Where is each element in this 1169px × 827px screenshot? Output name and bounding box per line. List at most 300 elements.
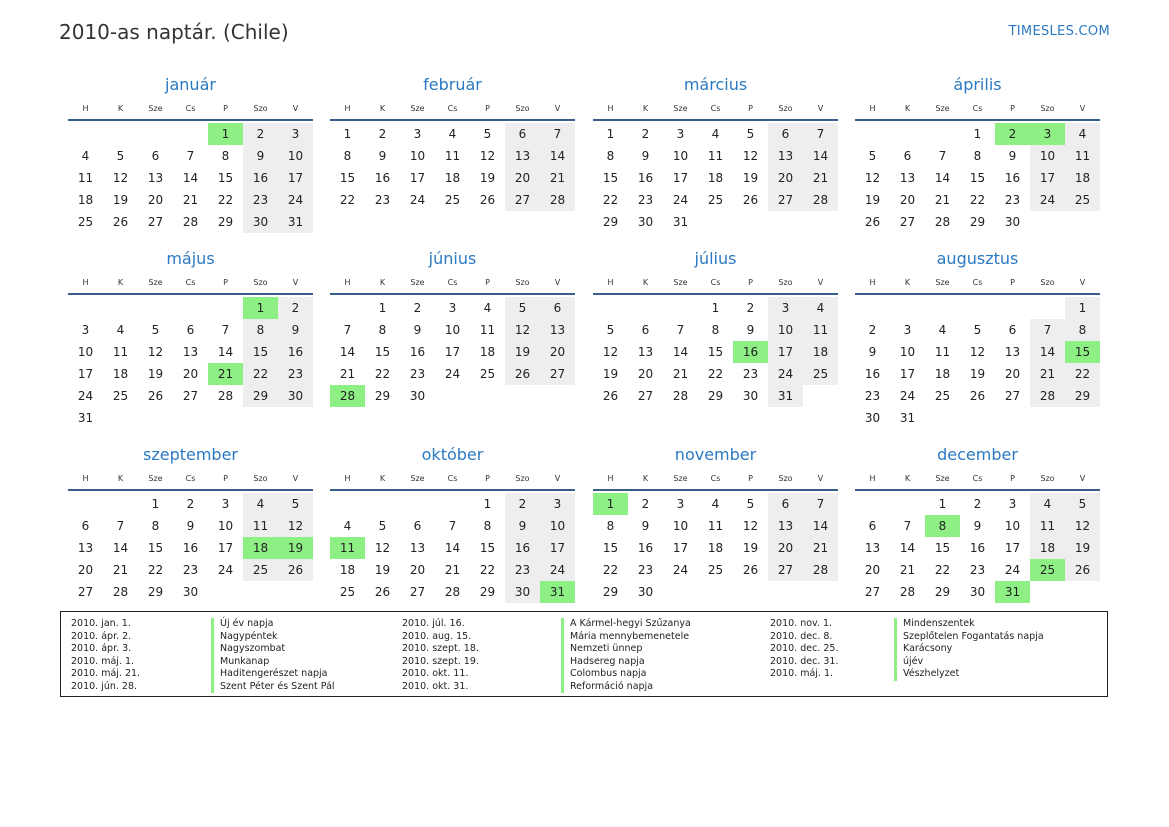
day-cell: 13 <box>77 541 94 555</box>
day-cell: 9 <box>278 319 313 341</box>
weekday-label: P <box>485 278 490 287</box>
day-cell: 30 <box>864 411 881 425</box>
weekday-label: K <box>642 104 649 113</box>
day-cell: 30 <box>278 385 313 407</box>
day-cell: 20 <box>505 167 540 189</box>
weekday-label: Cs <box>447 474 458 483</box>
day-cell: 19 <box>969 367 986 381</box>
month-name: december <box>937 445 1018 464</box>
day-cell: 6 <box>186 323 195 337</box>
day-cell: 31 <box>672 215 689 229</box>
weekday-label: Sze <box>148 278 163 287</box>
day-cell: 12 <box>505 319 540 341</box>
weekday-label: V <box>1079 474 1086 483</box>
month-5 <box>68 248 313 429</box>
day-cell: 15 <box>374 345 391 359</box>
day-cell: 20 <box>637 367 654 381</box>
day-cell: 7 <box>803 493 838 515</box>
day-cell: 17 <box>1004 541 1021 555</box>
day-cell: 26 <box>147 389 164 403</box>
day-cell: 23 <box>182 563 199 577</box>
day-cell: 18 <box>112 367 129 381</box>
empty-cell <box>103 493 138 515</box>
weekday-label: K <box>642 278 649 287</box>
holiday-day: 31 <box>540 581 575 603</box>
day-cell: 11 <box>112 345 129 359</box>
day-cell: 27 <box>182 389 199 403</box>
month-name: július <box>694 249 737 268</box>
day-cell: 17 <box>1030 167 1065 189</box>
day-cell: 26 <box>278 559 313 581</box>
day-cell: 19 <box>505 341 540 363</box>
empty-cell <box>173 123 208 145</box>
month-name: április <box>953 75 1002 94</box>
day-cell: 28 <box>182 215 199 229</box>
weekday-label: P <box>1010 104 1015 113</box>
day-cell: 5 <box>483 127 492 141</box>
day-cell: 17 <box>768 341 803 363</box>
weekday-label: Cs <box>710 474 721 483</box>
day-cell: 3 <box>903 323 912 337</box>
day-cell: 17 <box>540 537 575 559</box>
holiday-name: Colombus napja <box>561 668 691 681</box>
day-cell: 20 <box>540 341 575 363</box>
day-cell: 29 <box>934 585 951 599</box>
day-cell: 17 <box>444 345 461 359</box>
day-cell: 10 <box>217 519 234 533</box>
holiday-day: 21 <box>208 363 243 385</box>
day-cell: 18 <box>934 367 951 381</box>
month-8 <box>855 248 1100 429</box>
holiday-day: 31 <box>995 581 1030 603</box>
day-cell: 29 <box>147 585 164 599</box>
site-link[interactable]: TIMESLES.COM <box>1008 24 1110 39</box>
day-cell: 10 <box>77 345 94 359</box>
day-cell: 11 <box>934 345 951 359</box>
day-cell: 7 <box>803 123 838 145</box>
day-cell: 8 <box>343 149 352 163</box>
day-cell: 3 <box>676 497 685 511</box>
weekday-label: K <box>642 474 649 483</box>
day-cell: 19 <box>742 171 759 185</box>
day-cell: 15 <box>602 541 619 555</box>
month-name: szeptember <box>142 445 238 464</box>
day-cell: 11 <box>707 519 724 533</box>
day-cell: 15 <box>339 171 356 185</box>
day-cell: 4 <box>81 149 90 163</box>
day-cell: 27 <box>637 389 654 403</box>
legend-dates-column <box>71 618 140 693</box>
day-cell: 5 <box>378 519 387 533</box>
day-cell: 6 <box>641 323 650 337</box>
holiday-day: 11 <box>330 537 365 559</box>
day-cell: 23 <box>864 389 881 403</box>
day-cell: 22 <box>243 363 278 385</box>
holiday-day: 1 <box>208 123 243 145</box>
day-cell: 5 <box>278 493 313 515</box>
day-cell: 30 <box>182 585 199 599</box>
holiday-date: 2010. jún. 28. <box>71 680 138 692</box>
day-cell: 4 <box>243 493 278 515</box>
day-grid <box>68 493 313 603</box>
weekday-label: Szo <box>253 474 268 483</box>
day-cell: 11 <box>707 149 724 163</box>
weekday-label: Cs <box>185 474 196 483</box>
day-cell: 10 <box>768 319 803 341</box>
day-cell: 6 <box>540 297 575 319</box>
weekday-label: K <box>379 104 386 113</box>
day-cell: 24 <box>444 367 461 381</box>
day-grid <box>593 123 838 233</box>
weekday-label: Sze <box>935 104 950 113</box>
empty-cell <box>890 493 925 515</box>
day-cell: 31 <box>278 211 313 233</box>
weekday-label: V <box>554 278 561 287</box>
weekday-label: Sze <box>935 278 950 287</box>
holiday-day: 25 <box>1030 559 1065 581</box>
day-cell: 29 <box>243 385 278 407</box>
day-cell: 15 <box>147 541 164 555</box>
day-cell: 24 <box>77 389 94 403</box>
day-cell: 24 <box>409 193 426 207</box>
weekday-label: K <box>379 278 386 287</box>
day-cell: 27 <box>768 559 803 581</box>
legend-names-column <box>561 618 691 693</box>
weekday-label: V <box>1079 104 1086 113</box>
holiday-name: Új év napja <box>211 618 335 631</box>
weekday-label: V <box>817 104 824 113</box>
weekday-label: Sze <box>673 474 688 483</box>
day-cell: 8 <box>711 323 720 337</box>
month-name: január <box>165 75 216 94</box>
day-cell: 5 <box>746 497 755 511</box>
weekday-label: K <box>117 474 124 483</box>
day-cell: 12 <box>479 149 496 163</box>
holiday-date: 2010. nov. 1. <box>770 618 833 629</box>
day-cell: 7 <box>903 519 912 533</box>
day-cell: 9 <box>378 149 387 163</box>
month-7 <box>593 248 838 407</box>
day-cell: 3 <box>540 493 575 515</box>
day-cell: 21 <box>899 563 916 577</box>
holiday-date: 2010. ápr. 2. <box>71 630 132 642</box>
day-cell: 23 <box>243 189 278 211</box>
holiday-date: 2010. okt. 31. <box>402 680 469 692</box>
month-9 <box>68 444 313 603</box>
holiday-name: Szeplőtelen Fogantatás napja <box>894 631 1044 644</box>
day-cell: 5 <box>606 323 615 337</box>
weekday-label: H <box>869 278 876 287</box>
day-cell: 1 <box>938 497 947 511</box>
day-cell: 22 <box>147 563 164 577</box>
day-cell: 26 <box>374 585 391 599</box>
day-cell: 25 <box>339 585 356 599</box>
day-cell: 8 <box>973 149 982 163</box>
weekday-header <box>855 99 1100 121</box>
holiday-name: Reformáció napja <box>561 681 691 694</box>
empty-cell <box>628 297 663 319</box>
holiday-day: 19 <box>278 537 313 559</box>
day-cell: 6 <box>768 493 803 515</box>
day-cell: 24 <box>768 363 803 385</box>
holiday-name: Nagypéntek <box>211 631 335 644</box>
day-cell: 29 <box>969 215 986 229</box>
day-cell: 16 <box>243 167 278 189</box>
weekday-header <box>68 99 313 121</box>
day-cell: 28 <box>934 215 951 229</box>
day-cell: 30 <box>409 389 426 403</box>
empty-cell <box>925 297 960 319</box>
day-cell: 27 <box>409 585 426 599</box>
weekday-label: Cs <box>710 104 721 113</box>
page-title: 2010-as naptár. (Chile) <box>59 20 289 44</box>
empty-cell <box>890 297 925 319</box>
day-cell: 15 <box>243 341 278 363</box>
holiday-date: 2010. dec. 31. <box>770 655 839 667</box>
day-cell: 19 <box>602 367 619 381</box>
day-cell: 19 <box>374 563 391 577</box>
weekday-label: Sze <box>148 104 163 113</box>
weekday-label: V <box>292 474 299 483</box>
day-cell: 22 <box>479 563 496 577</box>
legend-names-column <box>211 618 335 693</box>
day-grid <box>68 297 313 429</box>
weekday-label: V <box>292 104 299 113</box>
day-cell: 26 <box>602 389 619 403</box>
day-cell: 14 <box>672 345 689 359</box>
day-cell: 9 <box>505 515 540 537</box>
day-cell: 3 <box>1008 497 1017 511</box>
holiday-day: 3 <box>1030 123 1065 145</box>
day-cell: 13 <box>182 345 199 359</box>
weekday-label: Szo <box>253 104 268 113</box>
weekday-label: Cs <box>972 278 983 287</box>
day-cell: 25 <box>1065 189 1100 211</box>
day-cell: 28 <box>112 585 129 599</box>
day-cell: 18 <box>707 171 724 185</box>
holiday-name: Munkanap <box>211 656 335 669</box>
day-cell: 25 <box>112 389 129 403</box>
empty-cell <box>925 123 960 145</box>
month-name: március <box>683 75 748 94</box>
empty-cell <box>330 493 365 515</box>
holiday-date: 2010. máj. 1. <box>71 655 135 667</box>
day-cell: 24 <box>899 389 916 403</box>
day-cell: 2 <box>641 127 650 141</box>
day-cell: 23 <box>637 563 654 577</box>
weekday-label: P <box>485 474 490 483</box>
day-cell: 22 <box>602 193 619 207</box>
day-cell: 14 <box>217 345 234 359</box>
weekday-label: Szo <box>515 278 530 287</box>
day-cell: 24 <box>278 189 313 211</box>
day-cell: 12 <box>278 515 313 537</box>
weekday-label: H <box>869 104 876 113</box>
weekday-header <box>330 273 575 295</box>
day-cell: 2 <box>278 297 313 319</box>
day-cell: 12 <box>742 519 759 533</box>
day-cell: 13 <box>899 171 916 185</box>
empty-cell <box>365 493 400 515</box>
day-cell: 6 <box>505 123 540 145</box>
weekday-label: Szo <box>253 278 268 287</box>
weekday-label: Szo <box>1040 278 1055 287</box>
weekday-header <box>855 273 1100 295</box>
day-cell: 29 <box>374 389 391 403</box>
day-cell: 8 <box>1065 319 1100 341</box>
day-cell: 4 <box>1065 123 1100 145</box>
holiday-day: 2 <box>995 123 1030 145</box>
day-grid <box>68 123 313 233</box>
day-grid <box>330 123 575 211</box>
day-cell: 4 <box>938 323 947 337</box>
empty-cell <box>138 297 173 319</box>
day-cell: 5 <box>151 323 160 337</box>
day-cell: 17 <box>77 367 94 381</box>
month-1 <box>68 74 313 233</box>
weekday-label: H <box>607 104 614 113</box>
day-cell: 8 <box>151 519 160 533</box>
day-cell: 18 <box>803 341 838 363</box>
weekday-header <box>330 99 575 121</box>
empty-cell <box>435 493 470 515</box>
day-cell: 17 <box>409 171 426 185</box>
empty-cell <box>890 123 925 145</box>
holiday-date: 2010. szept. 18. <box>402 643 479 654</box>
day-cell: 12 <box>864 171 881 185</box>
weekday-label: K <box>904 104 911 113</box>
day-cell: 22 <box>1065 363 1100 385</box>
day-cell: 21 <box>112 563 129 577</box>
day-cell: 10 <box>1030 145 1065 167</box>
day-cell: 16 <box>278 341 313 363</box>
legend-dates-column <box>402 618 479 693</box>
holiday-day: 1 <box>593 493 628 515</box>
day-cell: 2 <box>746 301 755 315</box>
holiday-name: újév <box>894 656 1044 669</box>
day-cell: 13 <box>409 541 426 555</box>
day-cell: 29 <box>217 215 234 229</box>
day-cell: 25 <box>803 363 838 385</box>
day-cell: 13 <box>637 345 654 359</box>
weekday-label: V <box>817 474 824 483</box>
day-grid <box>593 297 838 407</box>
day-cell: 9 <box>413 323 422 337</box>
day-cell: 25 <box>243 559 278 581</box>
day-cell: 26 <box>112 215 129 229</box>
weekday-label: P <box>748 278 753 287</box>
day-cell: 30 <box>243 211 278 233</box>
day-cell: 13 <box>505 145 540 167</box>
day-cell: 20 <box>409 563 426 577</box>
day-cell: 12 <box>602 345 619 359</box>
empty-cell <box>173 297 208 319</box>
day-cell: 12 <box>1065 515 1100 537</box>
day-cell: 8 <box>243 319 278 341</box>
month-12 <box>855 444 1100 603</box>
weekday-label: Szo <box>1040 104 1055 113</box>
day-cell: 17 <box>899 367 916 381</box>
month-name: október <box>421 445 484 464</box>
day-grid <box>855 493 1100 603</box>
day-cell: 30 <box>742 389 759 403</box>
day-cell: 22 <box>374 367 391 381</box>
day-cell: 14 <box>1030 341 1065 363</box>
day-cell: 15 <box>969 171 986 185</box>
day-cell: 1 <box>343 127 352 141</box>
holiday-date: 2010. jan. 1. <box>71 618 131 629</box>
day-cell: 4 <box>711 497 720 511</box>
day-cell: 22 <box>934 563 951 577</box>
day-cell: 22 <box>217 193 234 207</box>
day-cell: 14 <box>339 345 356 359</box>
weekday-label: Cs <box>972 474 983 483</box>
weekday-header <box>68 273 313 295</box>
weekday-label: Sze <box>148 474 163 483</box>
day-cell: 21 <box>803 167 838 189</box>
empty-cell <box>960 297 995 319</box>
weekday-header <box>330 469 575 491</box>
weekday-label: Cs <box>447 278 458 287</box>
day-grid <box>330 297 575 407</box>
weekday-label: Cs <box>710 278 721 287</box>
weekday-label: H <box>82 278 89 287</box>
day-cell: 21 <box>339 367 356 381</box>
day-cell: 24 <box>540 559 575 581</box>
day-cell: 28 <box>803 189 838 211</box>
day-cell: 24 <box>1030 189 1065 211</box>
day-cell: 23 <box>409 367 426 381</box>
day-cell: 25 <box>479 367 496 381</box>
day-cell: 14 <box>934 171 951 185</box>
day-cell: 8 <box>606 149 615 163</box>
empty-cell <box>400 493 435 515</box>
day-cell: 21 <box>444 563 461 577</box>
weekday-label: V <box>1079 278 1086 287</box>
weekday-label: Sze <box>410 104 425 113</box>
day-cell: 19 <box>864 193 881 207</box>
day-cell: 5 <box>505 297 540 319</box>
day-grid <box>855 123 1100 233</box>
day-cell: 1 <box>378 301 387 315</box>
day-cell: 8 <box>221 149 230 163</box>
holiday-day: 15 <box>1065 341 1100 363</box>
day-cell: 16 <box>864 367 881 381</box>
day-cell: 8 <box>606 519 615 533</box>
day-cell: 24 <box>1004 563 1021 577</box>
day-cell: 28 <box>672 389 689 403</box>
day-cell: 2 <box>973 497 982 511</box>
day-cell: 6 <box>1008 323 1017 337</box>
day-cell: 7 <box>186 149 195 163</box>
empty-cell <box>68 493 103 515</box>
day-cell: 7 <box>221 323 230 337</box>
empty-cell <box>68 297 103 319</box>
day-cell: 20 <box>899 193 916 207</box>
holiday-date: 2010. ápr. 3. <box>71 643 132 654</box>
day-cell: 18 <box>77 193 94 207</box>
day-cell: 26 <box>742 563 759 577</box>
empty-cell <box>208 297 243 319</box>
holiday-date: 2010. máj. 21. <box>71 668 141 679</box>
weekday-label: Sze <box>410 474 425 483</box>
day-cell: 13 <box>768 515 803 537</box>
day-cell: 17 <box>278 167 313 189</box>
weekday-label: P <box>748 474 753 483</box>
day-cell: 26 <box>1065 559 1100 581</box>
month-10 <box>330 444 575 603</box>
day-cell: 24 <box>217 563 234 577</box>
